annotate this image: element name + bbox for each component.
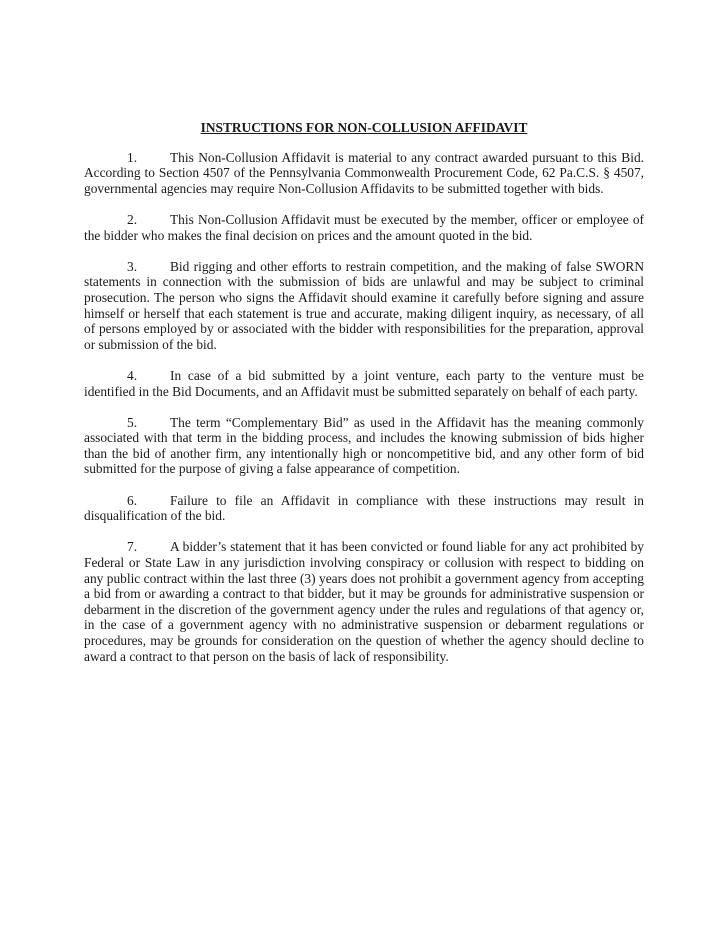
paragraph-text: Failure to file an Affidavit in compliance with these instructions may result in disqualification of the bid. <box>84 492 644 524</box>
paragraph-2 <box>84 212 644 243</box>
paragraph-text: This Non-Collusion Affidavit is material to any contract awarded pursuant to this Bid. According to Section 4507 of the Pennsylvania Commonwealth Procurement Code, 62 Pa.C.S. § 4507, governmental agencies may require Non-Collusion Affidavits to be submitted together with bids. <box>84 149 644 196</box>
document-title: INSTRUCTIONS FOR NON-COLLUSION AFFIDAVIT <box>200 120 528 135</box>
paragraph-number: 3. <box>127 258 138 274</box>
paragraph-number: 1. <box>127 149 138 165</box>
paragraph-number: 6. <box>127 492 138 508</box>
paragraph-text: The term “Complementary Bid” as used in the Affidavit has the meaning commonly associated with that term in the bidding process, and includes the knowing submission of bids higher than the bid of another firm, any intentionally high or noncompetitive bid, and any other form of bid submitted for the purpose of giving a false appearance of competition. <box>84 414 644 477</box>
paragraph-3 <box>84 259 644 353</box>
paragraph-6 <box>84 493 644 524</box>
paragraph-1 <box>84 150 644 197</box>
paragraph-text: A bidder’s statement that it has been convicted or found liable for any act prohibited by Federal or State Law in any jurisdiction involving conspiracy or collusion with respect to bidding on any public contract within the last three (3) years does not prohibit a government agency from accepting a bid from or awarding a contract to that bidder, but it may be grounds for administrative suspension or debarment in the discretion of the government agency under the rules and regulations of that agency or, in the case of a government agency with no administrative suspension or debarment regulations or procedures, may be grounds for consideration on the question of whether the agency should decline to award a contract to that person on the basis of lack of responsibility. <box>84 539 644 664</box>
paragraph-number: 2. <box>127 211 138 227</box>
paragraph-text: This Non-Collusion Affidavit must be executed by the member, officer or employee of the bidder who makes the final decision on prices and the amount quoted in the bid. <box>84 211 644 243</box>
paragraph-7 <box>84 539 644 664</box>
paragraph-number: 4. <box>127 367 138 383</box>
paragraph-4 <box>84 368 644 399</box>
paragraph-number: 5. <box>127 414 138 430</box>
paragraph-text: In case of a bid submitted by a joint venture, each party to the venture must be identified in the Bid Documents, and an Affidavit must be submitted separately on behalf of each party. <box>84 367 644 399</box>
document-page <box>84 120 644 680</box>
paragraph-5 <box>84 415 644 477</box>
paragraph-text: Bid rigging and other efforts to restrain competition, and the making of false SWORN statements in connection with the submission of bids are unlawful and may be subject to criminal prosecution. The person who signs the Affidavit should examine it carefully before signing and assure himself or herself that each statement is true and accurate, making diligent inquiry, as necessary, of all of persons employed by or associated with the bidder with responsibilities for the preparation, approval or submission of the bid. <box>84 258 644 352</box>
paragraph-number: 7. <box>127 539 138 555</box>
